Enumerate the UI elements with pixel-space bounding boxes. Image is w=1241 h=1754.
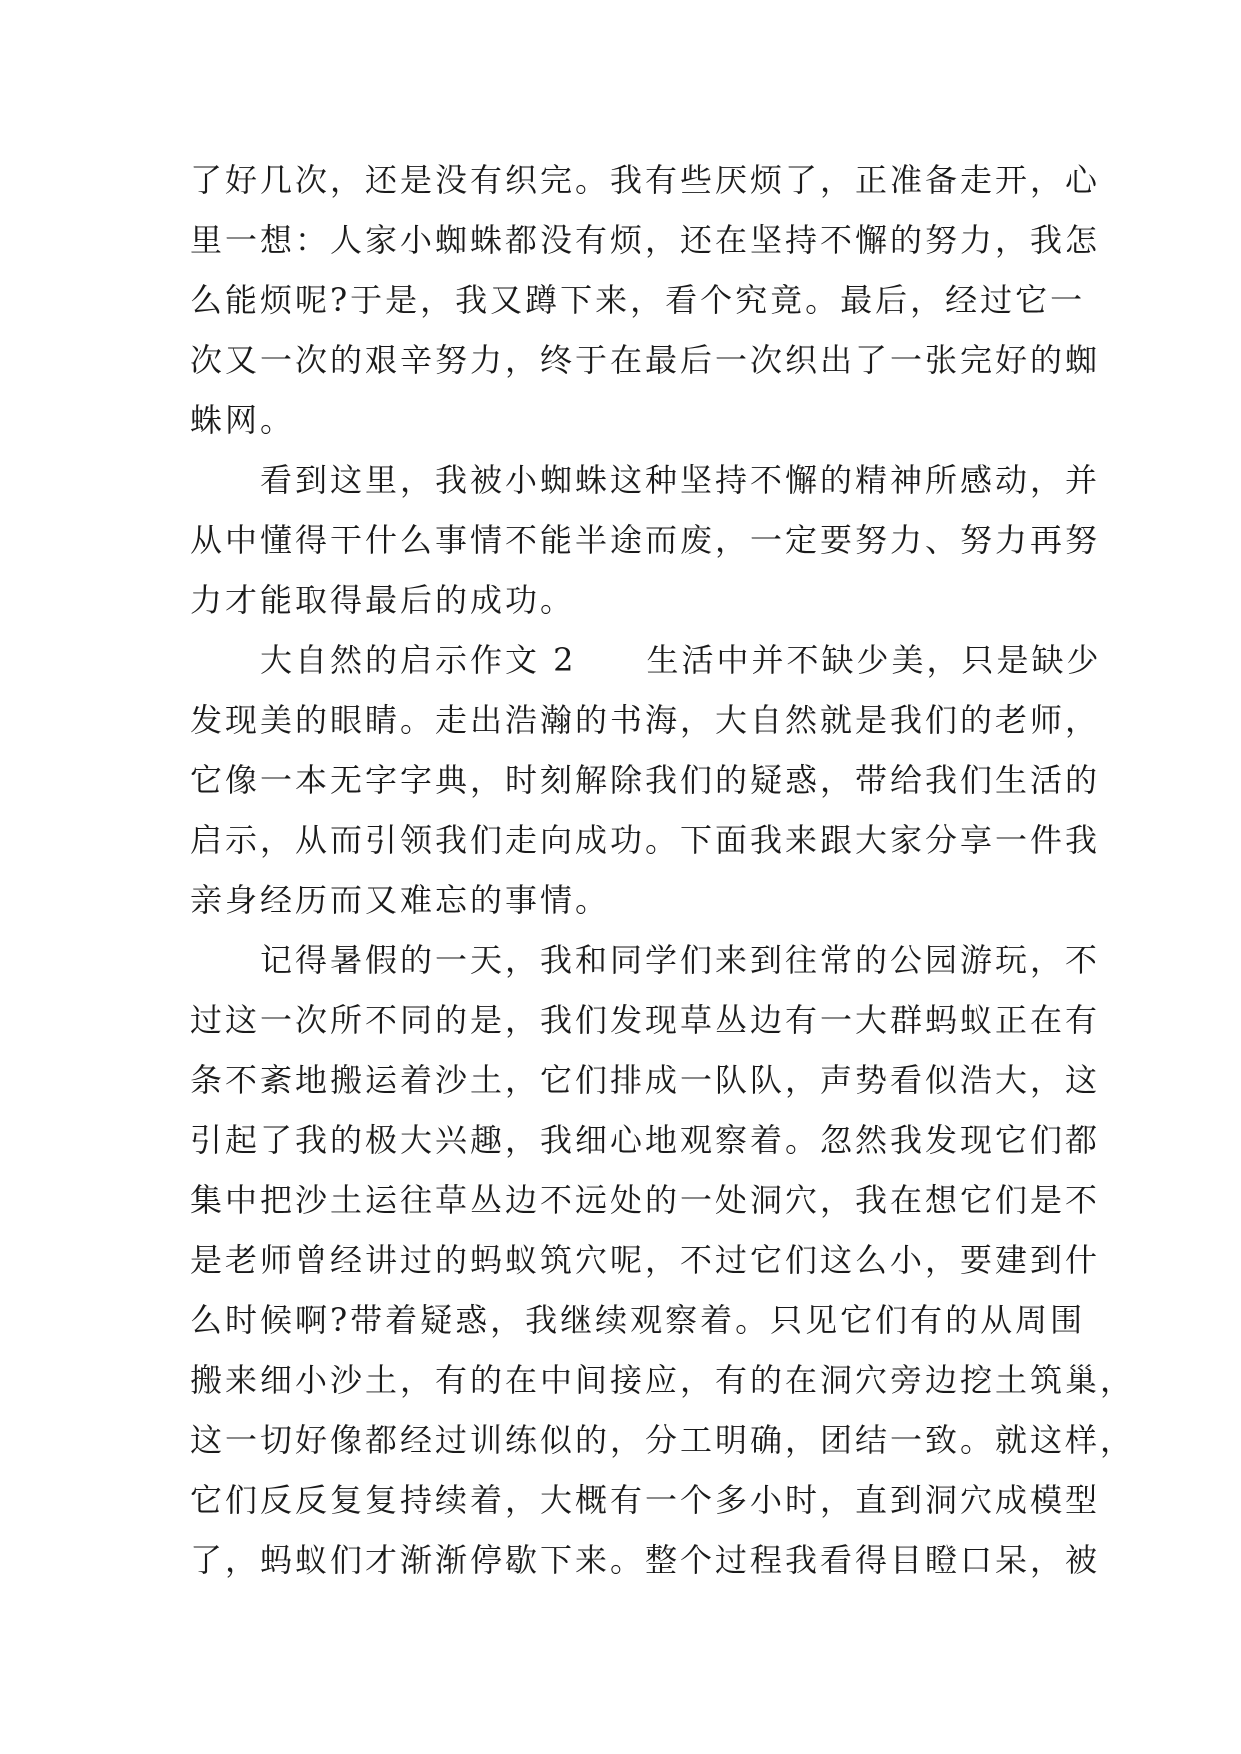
text-line: 里一想：人家小蜘蛛都没有烦，还在坚持不懈的努力，我怎 bbox=[190, 221, 1101, 259]
text-line: 了好几次，还是没有织完。我有些厌烦了，正准备走开，心 bbox=[190, 161, 1101, 199]
text-line: 看到这里，我被小蜘蛛这种坚持不懈的精神所感动，并 bbox=[190, 461, 1101, 499]
text-line: 条不紊地搬运着沙土，它们排成一队队，声势看似浩大，这 bbox=[190, 1061, 1101, 1099]
body-text bbox=[190, 150, 1136, 1590]
text-line: 亲身经历而又难忘的事情。 bbox=[190, 881, 611, 919]
text-line: 是老师曾经讲过的蚂蚁筑穴呢，不过它们这么小，要建到什 bbox=[190, 1241, 1101, 1279]
text-line: 这一切好像都经过训练似的，分工明确，团结一致。就这样， bbox=[190, 1421, 1136, 1459]
text-line: 它们反反复复持续着，大概有一个多小时，直到洞穴成模型 bbox=[190, 1481, 1101, 1519]
text-line: 次又一次的艰辛努力，终于在最后一次织出了一张完好的蜘 bbox=[190, 341, 1101, 379]
text-line: 过这一次所不同的是，我们发现草丛边有一大群蚂蚁正在有 bbox=[190, 1001, 1101, 1039]
text-line: 了，蚂蚁们才渐渐停歇下来。整个过程我看得目瞪口呆，被 bbox=[190, 1541, 1101, 1579]
text-line: 么能烦呢?于是，我又蹲下来，看个究竟。最后，经过它一 bbox=[190, 281, 1086, 319]
text-line: 从中懂得干什么事情不能半途而废，一定要努力、努力再努 bbox=[190, 521, 1101, 559]
text-line: 发现美的眼睛。走出浩瀚的书海，大自然就是我们的老师， bbox=[190, 701, 1101, 739]
text-line: 集中把沙土运往草丛边不远处的一处洞穴，我在想它们是不 bbox=[190, 1181, 1101, 1219]
text-line: 蛛网。 bbox=[190, 401, 296, 439]
text-line: 启示，从而引领我们走向成功。下面我来跟大家分享一件我 bbox=[190, 821, 1101, 859]
text-line: 它像一本无字字典，时刻解除我们的疑惑，带给我们生活的 bbox=[190, 761, 1101, 799]
text-line: 力才能取得最后的成功。 bbox=[190, 581, 576, 619]
text-line: 引起了我的极大兴趣，我细心地观察着。忽然我发现它们都 bbox=[190, 1121, 1101, 1159]
text-line: 记得暑假的一天，我和同学们来到往常的公园游玩，不 bbox=[190, 941, 1101, 979]
text-line: 搬来细小沙土，有的在中间接应，有的在洞穴旁边挖土筑巢， bbox=[190, 1361, 1136, 1399]
text-line: 大自然的启示作文 2 生活中并不缺少美，只是缺少 bbox=[190, 641, 1102, 679]
text-line: 么时候啊?带着疑惑，我继续观察着。只见它们有的从周围 bbox=[190, 1301, 1086, 1339]
